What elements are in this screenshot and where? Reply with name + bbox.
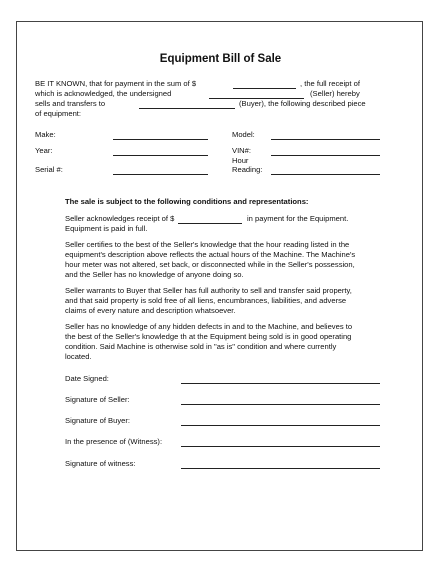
serial-label: Serial #: [35, 165, 63, 174]
intro-line-2b: (Seller) hereby [310, 89, 360, 98]
hour-certification-line: equipment's description above reflects the actual hours of the Machine. The Machine's [65, 250, 356, 259]
date-signed-label: Date Signed: [65, 374, 109, 383]
document-page [16, 21, 423, 551]
hour-certification-line: Seller certifies to the best of the Seller's knowledge that the hour reading listed in the [65, 240, 350, 249]
payment-line-1a: Seller acknowledges receipt of $ [65, 214, 175, 223]
intro-line-1b: , the full receipt of [300, 79, 360, 88]
seller-signature-line [181, 404, 380, 405]
make-blank [113, 139, 208, 140]
intro-line-2a: which is acknowledged, the undersigned [35, 89, 172, 98]
witness-signature-label: Signature of witness: [65, 459, 136, 468]
buyer-signature-label: Signature of Buyer: [65, 416, 131, 425]
document-title: Equipment Bill of Sale [159, 53, 282, 65]
vin-blank [271, 155, 380, 156]
model-label: Model: [232, 130, 255, 139]
witness-presence-label: In the presence of (Witness): [65, 437, 163, 446]
date-signed-line [181, 383, 380, 384]
make-label: Make: [35, 130, 56, 139]
hour-certification-line: and the Seller has no knowledge of anyone doing so. [65, 270, 244, 279]
witness-signature-line [181, 468, 380, 469]
year-blank [113, 155, 208, 156]
vin-label: VIN#: [232, 146, 251, 155]
hour-reading-blank [271, 174, 380, 175]
sum-blank [233, 88, 296, 89]
serial-blank [113, 174, 208, 175]
buyer-name-blank [139, 108, 235, 109]
warranty-line: claims of every nature and description whatsoever. [65, 306, 236, 315]
intro-line-4: of equipment: [35, 109, 82, 118]
intro-line-3b: (Buyer), the following described piece [239, 99, 366, 108]
seller-signature-label: Signature of Seller: [65, 395, 130, 404]
witness-presence-line [181, 446, 380, 447]
model-blank [271, 139, 380, 140]
warranty-line: Seller warrants to Buyer that Seller has full authority to sell and transfer said property, [65, 286, 352, 295]
payment-line-1b: in payment for the Equipment. [247, 214, 349, 223]
buyer-signature-line [181, 425, 380, 426]
condition-line: located. [65, 352, 92, 361]
payment-line-2: Equipment is paid in full. [65, 224, 148, 233]
conditions-heading: The sale is subject to the following conditions and representations: [65, 197, 309, 206]
intro-line-3a: sells and transfers to [35, 99, 106, 108]
warranty-line: and that said property is sold free of all liens, encumbrances, liabilities, and adverse [65, 296, 347, 305]
hour-certification-line: hour meter was not altered, set back, or disconnected while in the Seller's possession, [65, 260, 355, 269]
payment-amount-blank [178, 223, 242, 224]
intro-line-1a: BE IT KNOWN, that for payment in the sum of $ [35, 79, 197, 88]
condition-line: the best of the Seller's knowledge th at the Equipment being sold is in good operating [65, 332, 352, 341]
hour-label: Hour [232, 156, 249, 165]
year-label: Year: [35, 146, 53, 155]
condition-line: Seller has no knowledge of any hidden defects in and to the Machine, and believes to [65, 322, 353, 331]
condition-line: condition. Said Machine is otherwise sold in "as is" condition and where currently [65, 342, 337, 351]
reading-label: Reading: [232, 165, 263, 174]
